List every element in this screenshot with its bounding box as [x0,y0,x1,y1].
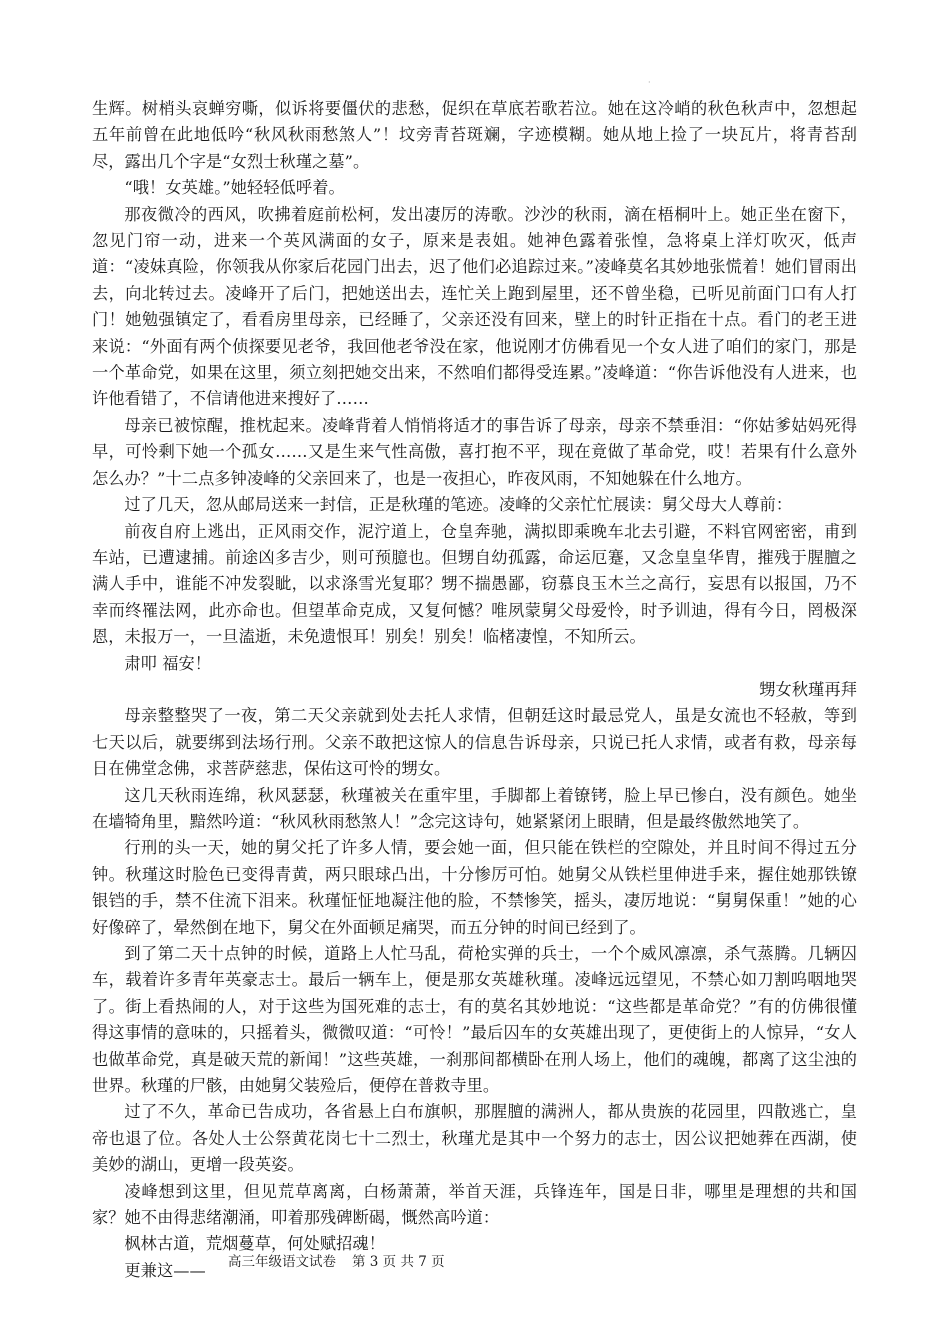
paragraph: 前夜自府上逃出，正风雨交作，泥泞道上，仓皇奔驰，满拟即乘晚车北去引避，不料官网密密，甫到车站，已遭逮捕。前途凶多吉少，则可预臆也。但甥自幼孤露，命运厄蹇，又念皇皇华胄，摧残于腥膻之满人手中，谁能不冲发裂眦，以求涤雪光复耶？甥不揣愚鄙，窃慕良玉木兰之高行，妄思有以报国，乃不幸而终罹法网，此亦命也。但望革命克成，又复何憾？唯夙蒙舅父母爱怜，时予训迪，得有今日，罔极深恩，未报万一，一旦溘逝，未免遗恨耳！别矣！别矣！临楮凄惶，不知所云。 [92,521,857,647]
paragraph: 那夜微冷的西风，吹拂着庭前松柯，发出凄厉的涛歌。沙沙的秋雨，滴在梧桐叶上。她正坐在窗下，忽见门帘一动，进来一个英风满面的女子，原来是表姐。她神色露着张惶，急将桌上洋灯吹灭，低声道：“凌妹真险，你领我从你家后花园门出去，迟了他们必追踪过来。”凌峰莫名其妙地张慌着！她们冒雨出去，向北转过去。凌峰开了后门，把她送出去，连忙关上跑到屋里，还不曾坐稳，已听见前面门口有人打门！她勉强镇定了，看看房里母亲，已经睡了，父亲还没有回来，壁上的时针正指在十点。看门的老王进来说：“外面有两个侦探要见老爷，我回他老爷没在家，他说刚才仿佛看见一个女人进了咱们的家门，那是一个革命党，如果在这里，须立刻把她交出来，不然咱们都得受连累。”凌峰道：“你告诉他没有人进来，也许他看错了，不信请他进来搜好了…… [92,204,857,409]
paragraph: 枫林古道，荒烟蔓草，何处赋招魂！ [124,1234,385,1254]
paragraph: 生辉。树梢头哀蝉穷嘶，似诉将要僵伏的悲愁，促织在草底若歌若泣。她在这冷峭的秋色秋声中，忽想起五年前曾在此地低吟“秋风秋雨愁煞人”！坟旁青苔斑斓，字迹模糊。她从地上捡了一块瓦片，将青苔刮尽，露出几个字是“女烈士秋瑾之墓”。 [92,99,857,171]
paragraph: 到了第二天十点钟的时候，道路上人忙马乱，荷枪实弹的兵士，一个个威风凛凛，杀气蒸腾。几辆囚车，载着许多青年英豪志士。最后一辆车上，便是那女英雄秋瑾。凌峰远远望见，不禁心如刀割呜咽地哭了。街上看热闹的人，对于这些为国死难的志士，有的莫名其妙地说：“这些都是革命党？”有的仿佛很懂得这事情的意味的，只摇着头，微微叹道：“可怜！”最后囚车的女英雄出现了，更使街上的人惊异，“女人也做革命党，真是破天荒的新闻！”这些英雄，一刹那间都横卧在刑人场上，他们的魂魄，都离了这尘浊的世界。秋瑾的尸骸，由她舅父装殓后，便停在普救寺里。 [92,944,857,1096]
paragraph: 这几天秋雨连绵，秋风瑟瑟，秋瑾被关在重牢里，手脚都上着镣铐，脸上早已惨白，没有颜色。她坐在墙犄角里，黯然吟道：“秋风秋雨愁煞人！”念完这诗句，她紧紧闭上眼睛，但是最终傲然地笑了。 [92,785,857,831]
signature-line: 甥女秋瑾再拜 [759,679,857,699]
paragraph: 更兼这—— [124,1260,206,1280]
paragraph: 母亲整整哭了一夜，第二天父亲就到处去托人求情，但朝廷这时最忌党人，虽是女流也不轻赦，等到七天以后，就要绑到法场行刑。父亲不敢把这惊人的信息告诉母亲，只说已托人求情，或者有救，母亲每日在佛堂念佛，求菩萨慈悲，保佑这可怜的甥女。 [92,706,857,779]
paragraph: “哦！女英雄。”她轻轻低呼着。 [124,178,345,198]
paragraph: 过了不久，革命已告成功，各省悬上白布旗帜，那腥膻的满洲人，都从贵族的花园里，四散逃亡，皇帝也退了位。各处人士公祭黄花岗七十二烈士，秋瑾尤是其中一个努力的志士，因公议把她葬在西湖，使美妙的湖山，更增一段英姿。 [92,1102,857,1175]
paragraph: 过了几天，忽从邮局送来一封信，正是秋瑾的笔迹。凌峰的父亲忙忙展读：舅父母大人尊前： [124,495,793,515]
article-body [92,96,857,1284]
paragraph: 母亲已被惊醒，推枕起来。凌峰背着人悄悄将适才的事告诉了母亲，母亲不禁垂泪：“你姑爹姑妈死得早，可怜剩下她一个孤女……又是生来气性高傲，喜打抱不平，现在竟做了革命党，哎！若果有什么意外怎么办？”十二点多钟凌峰的父亲回来了，也是一夜担心，昨夜风雨，不知她躲在什么地方。 [92,415,857,488]
paragraph: 肃叩 福安！ [124,653,212,673]
paragraph: 凌峰想到这里，但见荒草离离，白杨萧萧，举首天涯，兵锋连年，国是日非，哪里是理想的共和国家？她不由得悲绪潮涌，叩着那残碑断碣，慨然高吟道： [92,1181,857,1228]
footer-title: 高三年级语文试卷 [228,1254,336,1270]
top-mark: · [648,78,651,87]
footer-page-number: 第 3 页 共 7 页 [352,1254,445,1270]
paragraph: 行刑的头一天，她的舅父托了许多人情，要会她一面，但只能在铁栏的空隙处，并且时间不得过五分钟。秋瑾这时脸色已变得青黄，两只眼球凸出，十分惨厉可怕。她舅父从铁栏里伸进手来，握住她那铁镣银铛的手，禁不住流下泪来。秋瑾怔怔地凝注他的脸，不禁惨笑，摇头，凄厉地说：“舅舅保重！”她的心好像碎了，晕然倒在地下，舅父在外面顿足痛哭，而五分钟的时间已经到了。 [92,838,857,937]
